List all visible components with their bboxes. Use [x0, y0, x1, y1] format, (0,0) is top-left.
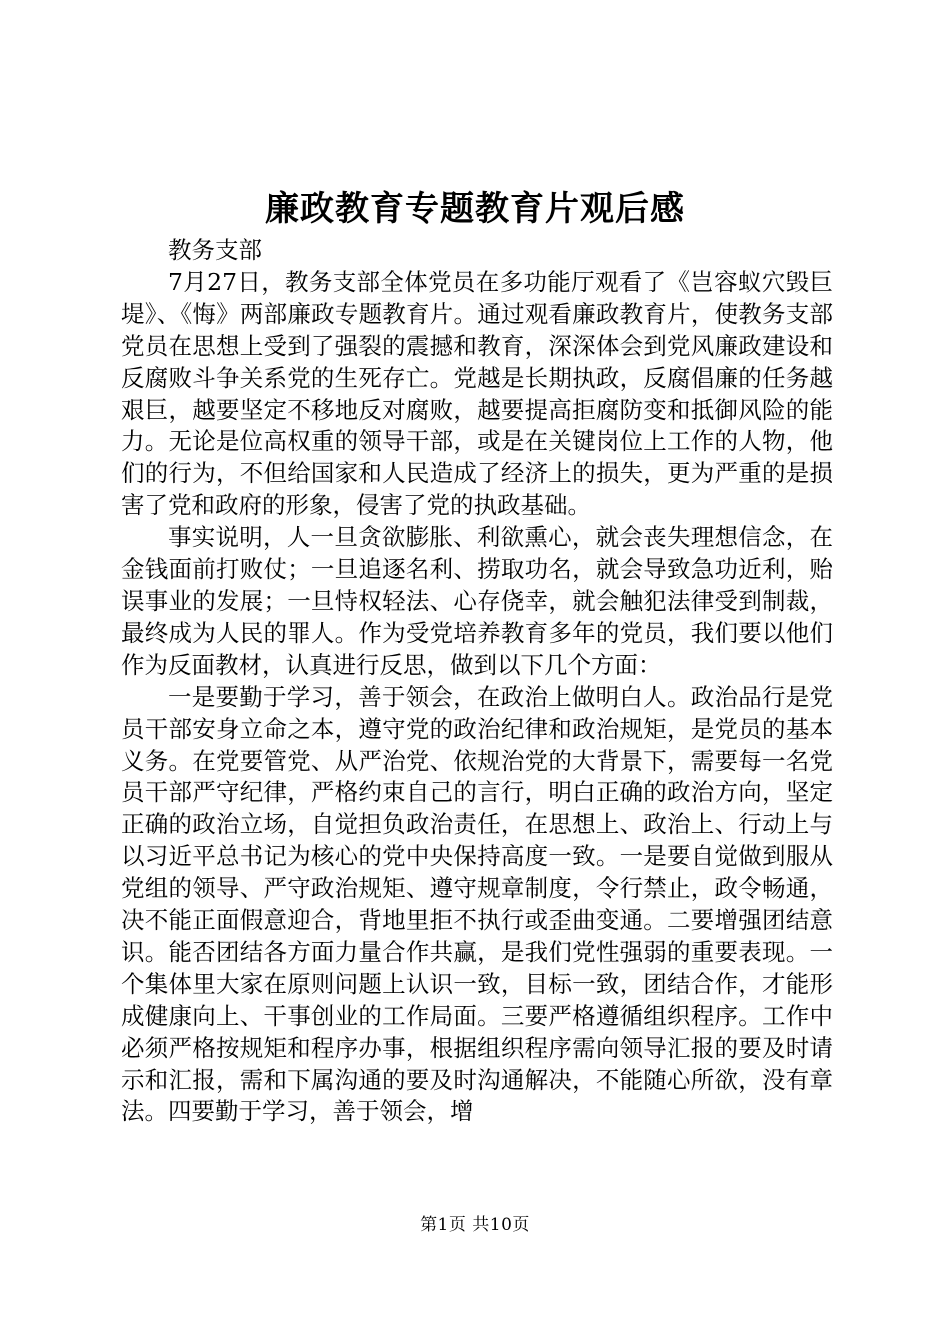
author-line: 教务支部: [168, 236, 262, 264]
paragraph-3: 一是要勤于学习，善于领会，在政治上做明白人。政治品行是党员干部安身立命之本，遵守党的政治纪律和政治规矩，是党员的基本义务。在党要管党、从严治党、依规治党的大背景下，需要每一名党员干部严守纪律，严格约束自己的言行，明白正确的政治方向，坚定正确的政治立场，自觉担负政治责任，在思想上、政治上、行动上与以习近平总书记为核心的党中央保持高度一致。一是要自觉做到服从党组的领导、严守政治规矩、遵守规章制度，令行禁止，政令畅通，决不能正面假意迎合，背地里拒不执行或歪曲变通。二要增强团结意识。能否团结各方面力量合作共赢，是我们党性强弱的重要表现。一个集体里大家在原则问题上认识一致，目标一致，团结合作，才能形成健康向上、干事创业的工作局面。三要严格遵循组织程序。工作中必须严格按规矩和程序办事，根据组织程序需向领导汇报的要及时请示和汇报，需和下属沟通的要及时沟通解决，不能随心所欲，没有章法。四要勤于学习，善于领会，增: [121, 682, 833, 1126]
document-title: 廉政教育专题教育片观后感: [265, 189, 685, 229]
page-number-footer: 第1页 共10页: [420, 1215, 530, 1235]
paragraph-2: 事实说明，人一旦贪欲膨胀、利欲熏心，就会丧失理想信念，在金钱面前打败仗；一旦追逐名利、捞取功名，就会导致急功近利，贻误事业的发展；一旦恃权轻法、心存侥幸，就会触犯法律受到制裁，最终成为人民的罪人。作为受党培养教育多年的党员，我们要以他们作为反面教材，认真进行反思，做到以下几个方面：: [121, 523, 833, 679]
document-body: [121, 235, 833, 1128]
paragraph-1: 7月27日，教务支部全体党员在多功能厅观看了《岂容蚁穴毁巨堤》、《悔》两部廉政专题教育片。通过观看廉政教育片，使教务支部党员在思想上受到了强裂的震撼和教育，深深体会到党风廉政建设和反腐败斗争关系党的生死存亡。党越是长期执政，反腐倡廉的任务越艰巨，越要坚定不移地反对腐败，越要提高拒腐防变和抵御风险的能力。无论是位高权重的领导干部，或是在关键岗位上工作的人物，他们的行为，不但给国家和人民造成了经济上的损失，更为严重的是损害了党和政府的形象，侵害了党的执政基础。: [121, 267, 833, 520]
